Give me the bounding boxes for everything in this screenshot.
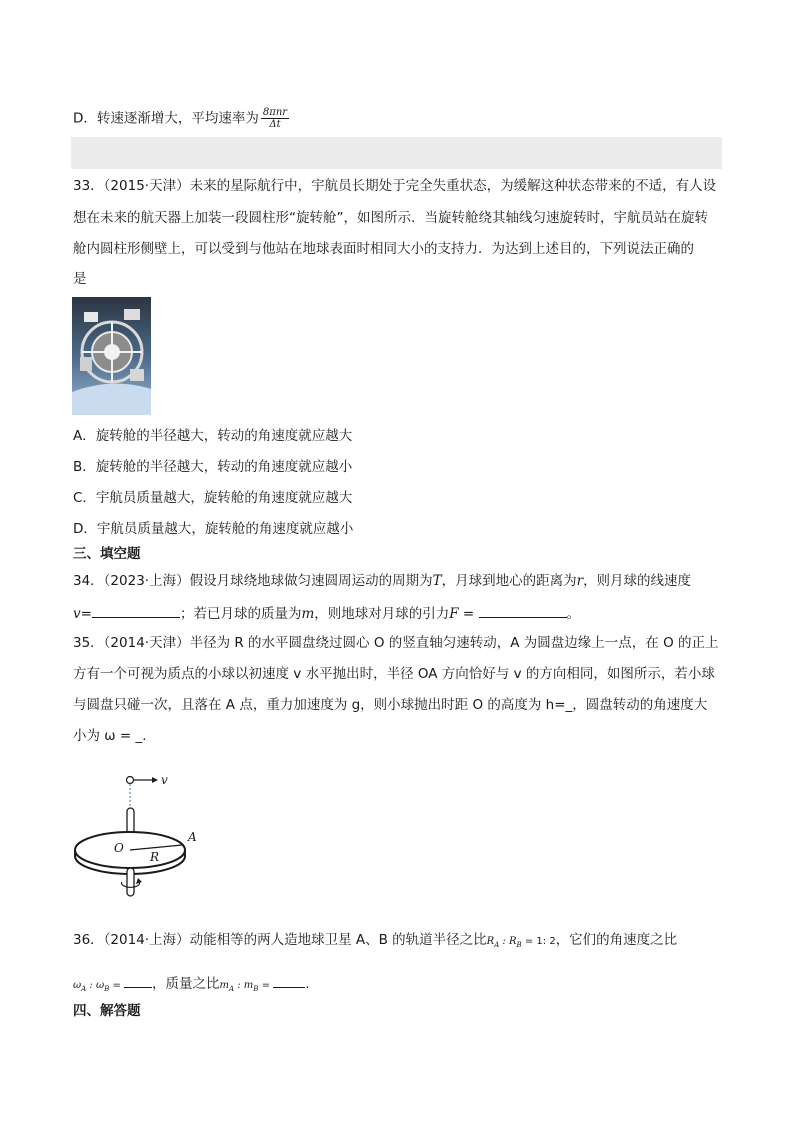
rotating-disc-figure — [72, 768, 202, 898]
q34-blank-2[interactable] — [479, 603, 567, 618]
q32-fraction — [261, 107, 289, 130]
q36-blank-2[interactable] — [273, 973, 305, 988]
q36-omega-a: ω — [73, 980, 82, 991]
q34-blank-1[interactable] — [92, 603, 180, 618]
q36-text-c: ，质量之比 — [152, 976, 220, 992]
q32-option-d-text: D．转速逐渐增大，平均速率为 — [73, 110, 259, 127]
q36-m-sub-b: B — [253, 985, 259, 993]
q36-m-a: m — [219, 980, 229, 991]
q36-end: . — [305, 976, 310, 992]
section-3-title: 三、填空题 — [73, 546, 141, 562]
q36-text-b: ，它们的角速度之比 — [555, 932, 678, 948]
q32-frac-den: Δt — [269, 119, 281, 130]
q36-text-a: 36．（2014·上海）动能相等的两人造地球卫星 A、B 的轨道半径之比 — [73, 932, 487, 948]
q36-m-b: m — [243, 980, 254, 991]
q32-option-d — [73, 107, 289, 130]
q36-omega-ratio — [73, 980, 109, 991]
q34-eq-2: = — [458, 606, 479, 622]
q33-line-2: 想在未来的航天器上加装一段圆柱形“旋转舱”，如图所示．当旋转舱绕其轴线匀速旋转时，宇航员站在旋转 — [73, 210, 708, 226]
q34-var-v: v — [73, 606, 81, 622]
q33-option-b: B．旋转舱的半径越大，转动的角速度就应越小 — [73, 459, 353, 475]
q36-ratio-value: = 1: 2 — [521, 936, 556, 947]
q32-frac-num: 8πnr — [262, 107, 288, 118]
q34-text-e: ，则地球对月球的引力 — [314, 606, 450, 622]
q34-var-T: T — [432, 573, 442, 589]
q33-option-d: D．宇航员质量越大，旋转舱的角速度就应越小 — [73, 521, 354, 537]
q36-R-b: R — [508, 936, 517, 947]
q34-text-c: ，则月球的线速度 — [583, 573, 692, 589]
q35-line-2: 方有一个可视为质点的小球以初速度 v 水平抛出时，半径 OA 方向恰好与 v 的方向相同，如图所示，若小球 — [73, 666, 715, 682]
q36-omega-colon: : — [86, 980, 96, 991]
q33-option-c: C．宇航员质量越大，旋转舱的角速度就应越大 — [73, 490, 353, 506]
q36-omega-b: ω — [95, 980, 105, 991]
q36-eq-1: = — [109, 980, 125, 991]
divider-bar — [71, 137, 722, 169]
q36-line-2 — [73, 973, 309, 998]
q34-line-1 — [73, 572, 691, 590]
q36-omega-sub-b: B — [104, 985, 110, 993]
fig-label-R: R — [150, 850, 160, 864]
q36-sub-a: A — [494, 941, 500, 949]
q34-var-r: r — [576, 573, 584, 589]
q36-line-1 — [73, 931, 677, 954]
q34-text-a: 34．（2023·上海）假设月球绕地球做匀速圆周运动的周期为 — [73, 573, 433, 589]
q36-m-colon: : — [234, 980, 244, 991]
q34-var-F: F — [449, 606, 459, 622]
fig-label-v: v — [161, 773, 168, 787]
q36-blank-1[interactable] — [124, 973, 152, 988]
q36-R-a: R — [486, 936, 495, 947]
q34-line-2 — [73, 603, 580, 623]
q33-line-3: 舱内圆柱形侧壁上，可以受到与他站在地球表面时相同大小的支持力．为达到上述目的，下列说法正确的 — [73, 241, 694, 257]
q36-sub-b: B — [516, 941, 522, 949]
q35-line-4: 小为 ω = _. — [73, 728, 147, 744]
q36-eq-2: = — [258, 980, 274, 991]
q36-mass-ratio — [220, 980, 259, 991]
q36-m-sub-a: A — [229, 985, 235, 993]
q33-option-a: A．旋转舱的半径越大，转动的角速度就应越大 — [73, 428, 353, 444]
fig-label-A: A — [188, 830, 197, 844]
q35-line-3: 与圆盘只碰一次，且落在 A 点，重力加速度为 g，则小球抛出时距 O 的高度为 h=_，圆盘转动的角速度大 — [73, 697, 708, 713]
q34-eq: = — [80, 606, 92, 622]
q33-line-1: 33．（2015·天津）未来的星际航行中，宇航员长期处于完全失重状态，为缓解这种状态带来的不适，有人设 — [73, 178, 717, 194]
q34-end: 。 — [566, 606, 581, 622]
q36-ratio-RA — [487, 936, 522, 947]
space-station-photo — [72, 297, 151, 415]
q36-omega-sub-a: A — [81, 985, 87, 993]
fig-label-O: O — [114, 841, 124, 855]
q35-line-1: 35．（2014·天津）半径为 R 的水平圆盘绕过圆心 O 的竖直轴匀速转动，A 为圆盘边缘上一点，在 O 的正上 — [73, 635, 719, 651]
q33-line-4: 是 — [73, 271, 87, 287]
section-4-title: 四、解答题 — [73, 1003, 141, 1019]
q36-colon: : — [499, 936, 509, 947]
q34-text-d: ；若已月球的质量为 — [179, 606, 302, 622]
q34-text-b: ，月球到地心的距离为 — [441, 573, 577, 589]
q34-var-m: m — [301, 606, 315, 622]
